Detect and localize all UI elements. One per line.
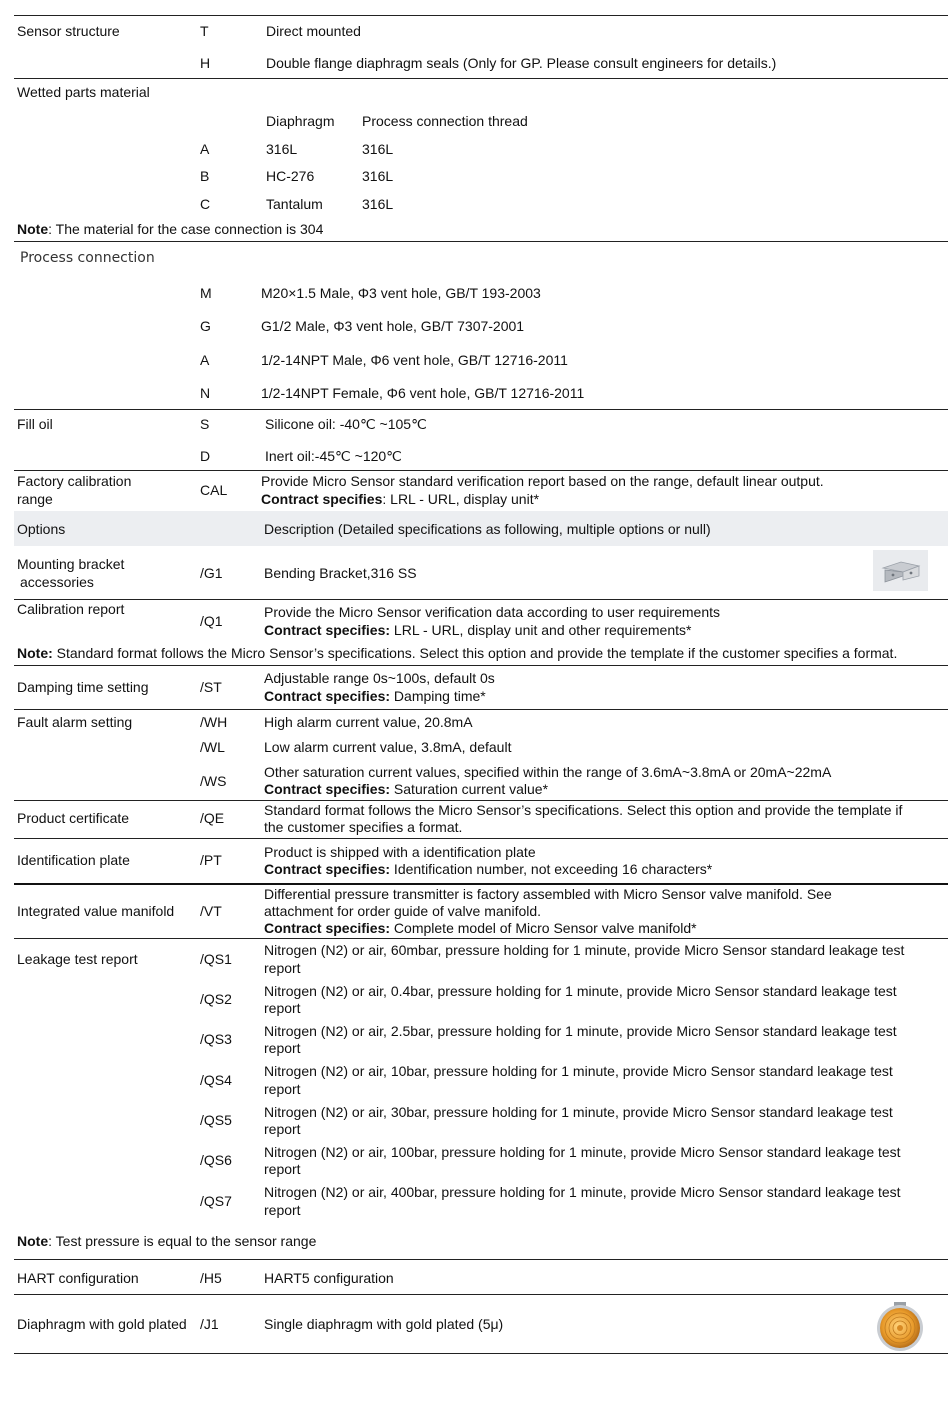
option-code: /QS7 [200,1193,232,1209]
rule [14,470,948,471]
identification-plate-label: Identification plate [17,852,130,868]
leakage-note: Note: Test pressure is equal to the sensor range [17,1233,317,1249]
option-description: report [264,960,301,976]
calibration-label: Factory calibration [17,473,132,489]
option-description: Provide Micro Sensor standard verification report based on the range, default linear output. [261,473,824,489]
option-description: Standard format follows the Micro Sensor’s specifications. Select this option and provide the template if [264,802,903,818]
option-code: /G1 [200,565,223,581]
option-description: Double flange diaphragm seals (Only for GP. Please consult engineers for details.) [266,55,777,71]
option-description: Silicone oil: -40℃ ~105℃ [265,416,427,432]
diaphragm-material: Tantalum [266,196,323,212]
option-code: T [200,23,209,39]
option-code: /ST [200,679,222,695]
diaphragm-material: 316L [266,141,298,157]
option-code: /QS5 [200,1112,232,1128]
option-code: /WL [200,739,225,755]
option-code: H [200,55,211,71]
option-code: /QS2 [200,991,232,1007]
option-code: /VT [200,903,222,919]
rule [14,709,948,710]
mounting-bracket-label: Mounting bracket [17,556,125,572]
option-description: Other saturation current values, specified within the range of 3.6mA~3.8mA or 20mA~22mA [264,764,832,780]
wetted-parts-label: Wetted parts material [17,84,150,100]
mounting-bracket-image [873,550,928,591]
option-description: Bending Bracket,316 SS [264,565,417,581]
option-description: 1/2-14NPT Male, Φ6 vent hole, GB/T 12716-2011 [261,352,568,368]
sensor-structure-label: Sensor structure [17,23,120,39]
calibration-label: range [17,491,53,507]
calibration-report-label: Calibration report [17,601,125,617]
mounting-bracket-label: accessories [20,574,94,590]
rule [14,838,948,839]
option-code: /WS [200,773,227,789]
option-description: Nitrogen (N2) or air, 10bar, pressure holding for 1 minute, provide Micro Sensor standard leakage test [264,1063,893,1079]
option-description: 1/2-14NPT Female, Φ6 vent hole, GB/T 12716-2011 [261,385,585,401]
option-description: Nitrogen (N2) or air, 0.4bar, pressure holding for 1 minute, provide Micro Sensor standard leakage test [264,983,897,999]
contract-specifies: Contract specifies: LRL - URL, display unit and other requirements* [264,622,692,638]
option-description: Product is shipped with a identification plate [264,844,536,860]
option-code: A [200,141,210,157]
option-description: Nitrogen (N2) or air, 400bar, pressure holding for 1 minute, provide Micro Sensor standard leakage test [264,1184,901,1200]
option-code: CAL [200,482,228,498]
wetted-note: Note: The material for the case connection is 304 [17,221,324,237]
option-code: /WH [200,714,228,730]
option-description: Nitrogen (N2) or air, 30bar, pressure holding for 1 minute, provide Micro Sensor standard leakage test [264,1104,893,1120]
option-code: C [200,196,211,212]
diaphragm-column-header: Diaphragm [266,113,335,129]
option-code: A [200,352,210,368]
options-header-label: Options [17,521,66,537]
option-code: M [200,285,212,301]
option-description: Single diaphragm with gold plated (5μ) [264,1316,504,1332]
rule [14,241,948,242]
rule [14,1353,948,1354]
option-code: /H5 [200,1270,222,1286]
option-description: M20×1.5 Male, Φ3 vent hole, GB/T 193-2003 [261,285,541,301]
option-description: report [264,1202,301,1218]
option-code: N [200,385,211,401]
rule [14,1259,948,1260]
fault-alarm-label: Fault alarm setting [17,714,133,730]
gold-diaphragm-image [874,1300,926,1352]
option-description: report [264,1161,301,1177]
thread-material: 316L [362,196,394,212]
process-connection-label: Process connection [20,250,155,266]
rule [14,599,948,600]
option-description: Provide the Micro Sensor verification data according to user requirements [264,604,720,620]
rule [14,78,948,79]
thread-material: 316L [362,168,394,184]
product-certificate-label: Product certificate [17,810,130,826]
option-code: G [200,318,211,334]
option-code: /QS3 [200,1031,232,1047]
option-description: Differential pressure transmitter is factory assembled with Micro Sensor valve manifold. See [264,886,832,902]
fill-oil-label: Fill oil [17,416,53,432]
rule [14,800,948,801]
option-description: report [264,1000,301,1016]
contract-specifies: Contract specifies: Damping time* [264,688,486,704]
option-description: report [264,1121,301,1137]
rule [14,883,948,885]
option-description: Nitrogen (N2) or air, 60mbar, pressure holding for 1 minute, provide Micro Sensor standard leakage test [264,942,905,958]
calibration-report-note: Note: Standard format follows the Micro Sensor’s specifications. Select this option and provide the template if the customer specifies a format. [17,645,898,661]
option-description: attachment for order guide of valve manifold. [264,903,542,919]
thread-column-header: Process connection thread [362,113,528,129]
option-description: report [264,1040,301,1056]
leakage-test-label: Leakage test report [17,951,138,967]
rule [14,665,948,666]
option-code: /QE [200,810,225,826]
option-description: Nitrogen (N2) or air, 100bar, pressure holding for 1 minute, provide Micro Sensor standard leakage test [264,1144,901,1160]
option-description: Direct mounted [266,23,361,39]
option-description: Inert oil:-45℃ ~120℃ [265,448,402,464]
option-code: /QS6 [200,1152,232,1168]
option-code: /QS4 [200,1072,232,1088]
option-code: S [200,416,210,432]
damping-label: Damping time setting [17,679,149,695]
option-code: /J1 [200,1316,219,1332]
option-code: /Q1 [200,613,223,629]
option-description: Adjustable range 0s~100s, default 0s [264,670,495,686]
rule [14,15,948,16]
rule [14,938,948,939]
manifold-label: Integrated value manifold [17,903,175,919]
options-header-description: Description (Detailed specifications as following, multiple options or null) [264,521,711,537]
contract-specifies: Contract specifies: Complete model of Micro Sensor valve manifold* [264,920,697,936]
thread-material: 316L [362,141,394,157]
contract-specifies: Contract specifies: Saturation current value* [264,781,549,797]
hart-label: HART configuration [17,1270,139,1286]
option-code: /QS1 [200,951,232,967]
option-description: Low alarm current value, 3.8mA, default [264,739,512,755]
contract-specifies: Contract specifies: Identification number, not exceeding 16 characters* [264,861,713,877]
option-description: the customer specifies a format. [264,819,463,835]
contract-specifies: Contract specifies: LRL - URL, display unit* [261,491,540,507]
option-description: report [264,1081,301,1097]
option-description: Nitrogen (N2) or air, 2.5bar, pressure holding for 1 minute, provide Micro Sensor standard leakage test [264,1023,897,1039]
option-code: B [200,168,210,184]
option-description: High alarm current value, 20.8mA [264,714,473,730]
diaphragm-material: HC-276 [266,168,315,184]
option-description: G1/2 Male, Φ3 vent hole, GB/T 7307-2001 [261,318,525,334]
option-description: HART5 configuration [264,1270,394,1286]
rule [14,409,948,410]
gold-plated-label: Diaphragm with gold plated [17,1316,187,1332]
rule [14,1294,948,1295]
option-code: /PT [200,852,222,868]
option-code: D [200,448,211,464]
